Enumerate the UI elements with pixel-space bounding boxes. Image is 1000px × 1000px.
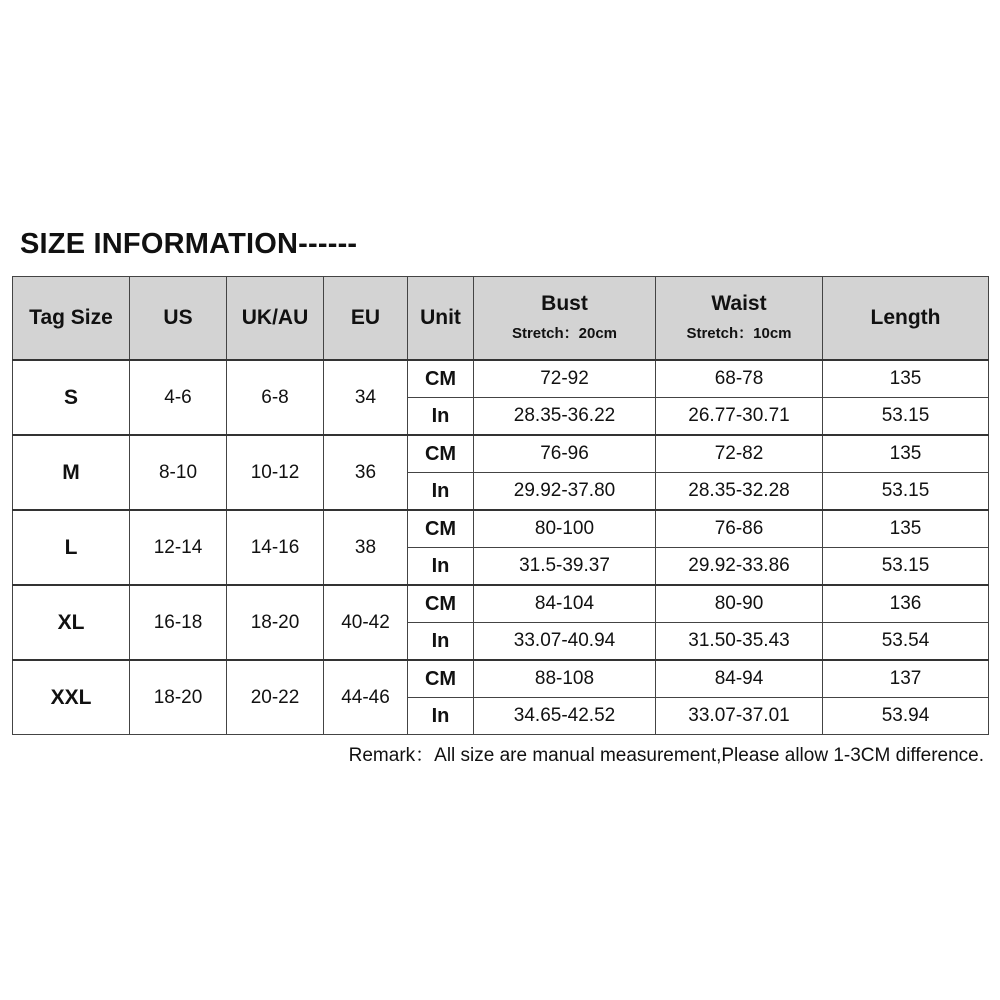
unit-cell: CM [408, 435, 474, 473]
length-cell: 53.15 [823, 473, 989, 511]
uk-au-cell: 18-20 [227, 585, 324, 660]
bust-cell: 28.35-36.22 [474, 398, 656, 436]
waist-cell: 33.07-37.01 [656, 698, 823, 735]
unit-cell: CM [408, 360, 474, 398]
unit-cell: In [408, 698, 474, 735]
unit-cell: CM [408, 510, 474, 548]
bust-cell: 76-96 [474, 435, 656, 473]
unit-cell: CM [408, 660, 474, 698]
header-tag-size: Tag Size [13, 277, 130, 361]
remark-note: Remark：All size are manual measurement,Please allow 1-3CM difference. [348, 745, 984, 766]
us-cell: 8-10 [130, 435, 227, 510]
bust-cell: 84-104 [474, 585, 656, 623]
us-cell: 4-6 [130, 360, 227, 435]
waist-cell: 28.35-32.28 [656, 473, 823, 511]
bust-cell: 72-92 [474, 360, 656, 398]
header-bust-stretch: Stretch：20cm [511, 325, 618, 342]
header-unit: Unit [408, 277, 474, 361]
waist-cell: 26.77-30.71 [656, 398, 823, 436]
table-row [13, 360, 989, 398]
tag-size-cell: M [13, 435, 130, 510]
length-cell: 53.54 [823, 623, 989, 661]
header-bust [474, 277, 656, 361]
tag-size-cell: L [13, 510, 130, 585]
length-cell: 136 [823, 585, 989, 623]
tag-size-cell: XL [13, 585, 130, 660]
length-cell: 135 [823, 510, 989, 548]
eu-cell: 38 [324, 510, 408, 585]
unit-cell: In [408, 623, 474, 661]
eu-cell: 36 [324, 435, 408, 510]
bust-cell: 80-100 [474, 510, 656, 548]
eu-cell: 40-42 [324, 585, 408, 660]
bust-cell: 31.5-39.37 [474, 548, 656, 586]
tag-size-cell: S [13, 360, 130, 435]
length-cell: 53.15 [823, 398, 989, 436]
header-eu: EU [324, 277, 408, 361]
length-cell: 135 [823, 435, 989, 473]
table-row [13, 660, 989, 698]
us-cell: 18-20 [130, 660, 227, 735]
waist-cell: 80-90 [656, 585, 823, 623]
us-cell: 16-18 [130, 585, 227, 660]
unit-cell: In [408, 548, 474, 586]
table-row [13, 435, 989, 473]
length-cell: 53.94 [823, 698, 989, 735]
table-row [13, 510, 989, 548]
bust-cell: 34.65-42.52 [474, 698, 656, 735]
header-us: US [130, 277, 227, 361]
waist-cell: 29.92-33.86 [656, 548, 823, 586]
length-cell: 135 [823, 360, 989, 398]
header-length: Length [823, 277, 989, 361]
length-cell: 53.15 [823, 548, 989, 586]
size-table [12, 276, 989, 735]
waist-cell: 31.50-35.43 [656, 623, 823, 661]
page-title: SIZE INFORMATION------ [20, 228, 358, 260]
uk-au-cell: 6-8 [227, 360, 324, 435]
unit-cell: In [408, 473, 474, 511]
header-waist-stretch: Stretch：10cm [686, 325, 792, 342]
bust-cell: 33.07-40.94 [474, 623, 656, 661]
length-cell: 137 [823, 660, 989, 698]
header-row [13, 277, 989, 361]
us-cell: 12-14 [130, 510, 227, 585]
uk-au-cell: 14-16 [227, 510, 324, 585]
uk-au-cell: 20-22 [227, 660, 324, 735]
eu-cell: 34 [324, 360, 408, 435]
waist-cell: 68-78 [656, 360, 823, 398]
tag-size-cell: XXL [13, 660, 130, 735]
unit-cell: CM [408, 585, 474, 623]
header-waist-label: Waist [711, 292, 767, 315]
header-waist [656, 277, 823, 361]
table-row [13, 585, 989, 623]
waist-cell: 76-86 [656, 510, 823, 548]
bust-cell: 88-108 [474, 660, 656, 698]
waist-cell: 72-82 [656, 435, 823, 473]
header-bust-label: Bust [541, 292, 588, 315]
header-uk-au: UK/AU [227, 277, 324, 361]
unit-cell: In [408, 398, 474, 436]
bust-cell: 29.92-37.80 [474, 473, 656, 511]
eu-cell: 44-46 [324, 660, 408, 735]
uk-au-cell: 10-12 [227, 435, 324, 510]
waist-cell: 84-94 [656, 660, 823, 698]
